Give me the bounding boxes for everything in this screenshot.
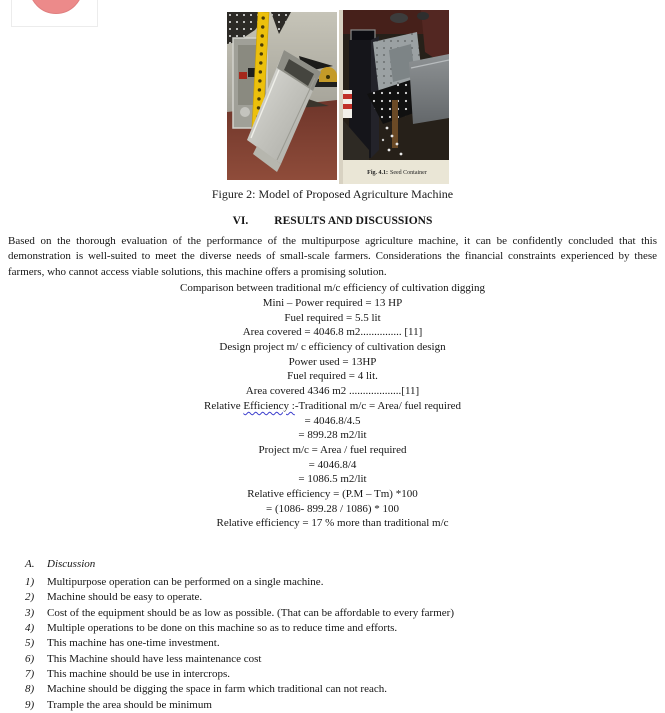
photo-seed-container-icon	[339, 10, 449, 184]
section-title: RESULTS AND DISCUSSIONS	[274, 215, 433, 227]
list-item: 5) This machine has one-time investment.	[25, 637, 220, 650]
discussion-section	[25, 557, 665, 713]
calc-line: Design project m/ c efficiency of cultivation design	[219, 341, 446, 354]
calc-line: Fuel required = 5.5 lit	[284, 311, 381, 324]
discussion-list	[25, 575, 665, 713]
calc-line: = 899.28 m2/lit	[298, 429, 367, 442]
figure-caption: Figure 2: Model of Proposed Agriculture Machine	[211, 187, 454, 201]
list-item: 3) Cost of the equipment should be as low as possible. (That can be affordable to every farmer)	[25, 606, 454, 619]
spellcheck-wavy-underline: Efficiency :	[243, 399, 295, 412]
list-item: 6) This Machine should have less maintenance cost	[25, 652, 262, 665]
list-item: 8) Machine should be digging the space in farm which traditional can not reach.	[25, 683, 387, 696]
calc-line: Fuel required = 4 lit.	[287, 370, 378, 383]
calc-line: Relative efficiency = 17 % more than traditional m/c	[216, 517, 449, 530]
calc-line: = 1086.5 m2/lit	[298, 473, 367, 486]
discussion-heading	[25, 557, 665, 572]
list-item: 4) Multiple operations to be done on this machine so as to reduce time and efforts.	[25, 622, 398, 635]
figure-photos	[10, 10, 665, 184]
inner-caption-rest: Seed Container	[389, 170, 427, 176]
list-item: 1) Multipurpose operation can be performed on a single machine.	[25, 576, 324, 589]
calc-line: = (1086- 899.28 / 1086) * 100	[266, 502, 399, 515]
calc-line: Area covered 4346 m2 ...................[11]	[245, 385, 420, 398]
calc-line: Area covered = 4046.8 m2............... [11]	[242, 326, 423, 339]
photo-machine-model-icon	[227, 12, 337, 180]
list-item: 7) This machine should be use in intercrops.	[25, 667, 230, 680]
discussion-title: Discussion	[47, 558, 96, 571]
discussion-label: A.	[25, 558, 35, 571]
calc-line: = 4046.8/4.5	[304, 414, 361, 427]
calc-line: Relative efficiency = (P.M – Tm) *100	[247, 488, 418, 501]
calc-line: = 4046.8/4	[308, 458, 357, 471]
results-paragraph: Based on the thorough evaluation of the performance of the multipurpose agriculture machine, it can be confidently concluded that this demonstration is well-suited to meet the diverse needs of small-scale farmers. Considerations the financial constraints experienced by these farmers, who cannot access viable solutions, this machine offers a promising solution.	[8, 235, 657, 278]
figure-2-block	[0, 10, 665, 201]
calculation-block	[0, 281, 665, 531]
partial-logo-box	[11, 0, 98, 27]
list-item: 9) Trample the area should be minimum	[25, 698, 212, 711]
calc-line: Mini – Power required = 13 HP	[262, 296, 403, 309]
svg-text:Fig. 4.1:Seed Container	[367, 170, 427, 176]
section-number: VI.	[232, 215, 249, 227]
calc-line: Project m/c = Area / fuel required	[258, 443, 407, 456]
rel-suffix: -Traditional m/c = Area/ fuel required	[294, 399, 461, 412]
logo-partial-circle-icon	[29, 0, 83, 14]
rel-prefix: Relative	[204, 399, 244, 412]
inner-caption-bold: Fig. 4.1:	[366, 170, 388, 176]
section-heading	[0, 214, 665, 229]
list-item: 2) Machine should be easy to operate.	[25, 591, 203, 604]
calc-line-relative-efficiency	[0, 399, 665, 414]
calc-line: Power used = 13HP	[288, 355, 377, 368]
calc-line: Comparison between traditional m/c efficiency of cultivation digging	[180, 282, 485, 295]
